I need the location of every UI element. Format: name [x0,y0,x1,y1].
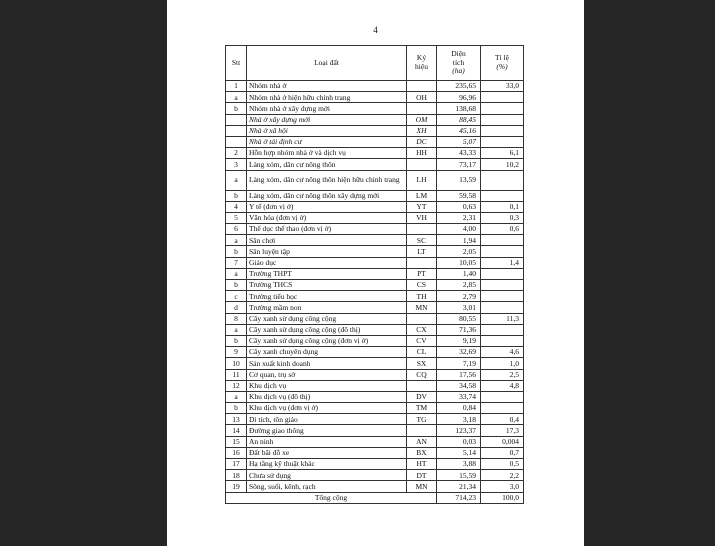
row-land-type: Nhóm nhà ở xây dựng mới [247,103,407,114]
row-area: 7,19 [437,358,481,369]
row-code: YT [407,201,437,212]
row-code: SC [407,235,437,246]
row-ratio [481,114,524,125]
header-stt: Stt [226,46,247,81]
row-code: OH [407,92,437,103]
row-ratio: 0,5 [481,459,524,470]
row-stt: 2 [226,148,247,159]
row-code: HT [407,459,437,470]
table-row [226,280,524,291]
table-row [226,425,524,436]
row-land-type: Hỗn hợp nhóm nhà ở và dịch vụ [247,148,407,159]
row-code: TM [407,403,437,414]
row-area: 3,18 [437,414,481,425]
row-code: XH [407,125,437,136]
row-code: HH [407,148,437,159]
row-area: 59,58 [437,190,481,201]
row-area: 73,17 [437,159,481,170]
row-ratio [481,136,524,147]
table-row [226,447,524,458]
total-label: Tổng cộng [226,492,437,503]
row-code: AN [407,436,437,447]
row-land-type: Trường THPT [247,268,407,279]
row-stt: a [226,324,247,335]
row-code: DT [407,470,437,481]
table-row [226,313,524,324]
row-area: 3,01 [437,302,481,313]
table-row [226,201,524,212]
table-row [226,369,524,380]
row-ratio: 2,2 [481,470,524,481]
row-stt: d [226,302,247,313]
table-row [226,347,524,358]
row-ratio [481,125,524,136]
row-land-type: Nhóm nhà ở [247,81,407,92]
row-land-type: Làng xóm, dân cư nông thôn xây dựng mới [247,190,407,201]
row-land-type: Trường tiểu học [247,291,407,302]
row-area: 2,85 [437,280,481,291]
row-code [407,159,437,170]
table-row [226,268,524,279]
row-ratio [481,190,524,201]
row-area: 10,05 [437,257,481,268]
row-code [407,81,437,92]
row-ratio: 0,1 [481,201,524,212]
row-stt: 16 [226,447,247,458]
row-code: LH [407,170,437,190]
header-area-line1: Diện [451,49,466,59]
row-code: DC [407,136,437,147]
row-ratio [481,103,524,114]
row-ratio: 4,8 [481,380,524,391]
row-area: 3,88 [437,459,481,470]
row-code [407,257,437,268]
row-ratio [481,235,524,246]
row-land-type: Sân chơi [247,235,407,246]
row-land-type: Hạ tầng kỹ thuật khác [247,459,407,470]
row-area: 4,00 [437,224,481,235]
table-row [226,212,524,223]
row-code [407,313,437,324]
row-ratio [481,302,524,313]
row-stt: a [226,92,247,103]
row-area: 0,84 [437,403,481,414]
row-stt [226,114,247,125]
row-land-type: Làng xóm, dân cư nông thôn [247,159,407,170]
row-ratio: 1,0 [481,358,524,369]
row-land-type: Giáo dục [247,257,407,268]
row-ratio: 1,4 [481,257,524,268]
row-code: CQ [407,369,437,380]
row-area: 43,33 [437,148,481,159]
row-area: 13,59 [437,170,481,190]
row-area: 15,59 [437,470,481,481]
row-area: 9,19 [437,335,481,346]
row-area: 235,65 [437,81,481,92]
row-area: 0,63 [437,201,481,212]
row-area: 123,37 [437,425,481,436]
row-code [407,224,437,235]
table-row [226,380,524,391]
row-ratio [481,170,524,190]
row-area: 5,14 [437,447,481,458]
header-land-type: Loại đất [247,46,407,81]
row-code: CX [407,324,437,335]
row-stt: 11 [226,369,247,380]
row-area: 33,74 [437,391,481,402]
row-stt: 15 [226,436,247,447]
table-row [226,403,524,414]
row-code: TH [407,291,437,302]
header-area-line2: tích [452,57,465,67]
table-row [226,391,524,402]
table-header-row [226,46,524,81]
table-row [226,414,524,425]
row-land-type: Trường mầm non [247,302,407,313]
header-code-line1: Ký [416,53,427,63]
table-row [226,190,524,201]
table-row [226,246,524,257]
row-stt: 6 [226,224,247,235]
row-stt [226,136,247,147]
row-area: 17,56 [437,369,481,380]
table-total-row [226,492,524,503]
row-area: 2,79 [437,291,481,302]
row-land-type: Nhóm nhà ở hiện hữu chỉnh trang [247,92,407,103]
row-area: 2,31 [437,212,481,223]
row-area: 80,55 [437,313,481,324]
header-area-unit: (ha) [452,66,465,76]
row-stt: 4 [226,201,247,212]
row-land-type: Sân luyện tập [247,246,407,257]
row-land-type: Cây xanh sử dụng công cộng [247,313,407,324]
table-row [226,103,524,114]
row-code: MN [407,302,437,313]
row-area: 71,36 [437,324,481,335]
row-stt: 1 [226,81,247,92]
table-row [226,136,524,147]
table-row [226,436,524,447]
row-stt [226,125,247,136]
row-ratio [481,92,524,103]
row-land-type: Nhà ở xã hội [247,125,407,136]
row-land-type: Di tích, tôn giáo [247,414,407,425]
row-land-type: Sản xuất kinh doanh [247,358,407,369]
table-row [226,335,524,346]
row-code: OM [407,114,437,125]
row-ratio [481,246,524,257]
table-row [226,470,524,481]
row-code [407,380,437,391]
row-code: VH [407,212,437,223]
row-ratio: 11,3 [481,313,524,324]
row-ratio: 17,3 [481,425,524,436]
row-ratio: 0,3 [481,212,524,223]
row-area: 0,03 [437,436,481,447]
row-area: 45,16 [437,125,481,136]
row-stt: 12 [226,380,247,391]
row-code: TG [407,414,437,425]
total-ratio: 100,0 [481,492,524,503]
row-land-type: Đường giao thông [247,425,407,436]
row-code [407,425,437,436]
row-ratio: 33,0 [481,81,524,92]
total-area: 714,23 [437,492,481,503]
row-code: PT [407,268,437,279]
row-code [407,103,437,114]
row-stt: 8 [226,313,247,324]
row-stt: 9 [226,347,247,358]
row-stt: 19 [226,481,247,492]
header-ratio [481,46,524,81]
row-land-type: Khu dịch vụ (đơn vị ở) [247,403,407,414]
row-ratio [481,280,524,291]
row-land-type: Thể dục thể thao (đơn vị ở) [247,224,407,235]
row-land-type: Nhà ở xây dựng mới [247,114,407,125]
row-land-type: Đất bãi đỗ xe [247,447,407,458]
row-code: SX [407,358,437,369]
row-ratio: 6,1 [481,148,524,159]
row-stt: 14 [226,425,247,436]
row-stt: b [226,246,247,257]
row-area: 1,40 [437,268,481,279]
row-stt: a [226,391,247,402]
row-ratio: 0,6 [481,224,524,235]
table-row [226,125,524,136]
row-land-type: Cây xanh sử dụng công cộng (đô thị) [247,324,407,335]
table-row [226,148,524,159]
row-ratio: 0,4 [481,414,524,425]
row-code: DV [407,391,437,402]
row-stt: 18 [226,470,247,481]
row-land-type: Khu dịch vụ [247,380,407,391]
row-code: BX [407,447,437,458]
row-stt: b [226,280,247,291]
header-ratio-line1: Tỉ lệ [495,53,509,63]
row-code: CL [407,347,437,358]
table-row [226,324,524,335]
row-stt: b [226,190,247,201]
row-land-type: Y tế (đơn vị ở) [247,201,407,212]
row-land-type: Nhà ở tái định cư [247,136,407,147]
row-land-type: Làng xóm, dân cư nông thôn hiện hữu chỉnh trang [247,170,407,190]
row-ratio: 3,0 [481,481,524,492]
row-land-type: Văn hóa (đơn vị ở) [247,212,407,223]
row-stt: c [226,291,247,302]
row-ratio: 4,6 [481,347,524,358]
row-land-type: Cây xanh sử dụng công cộng (đơn vị ở) [247,335,407,346]
row-area: 138,68 [437,103,481,114]
row-code: MN [407,481,437,492]
table-row [226,81,524,92]
row-code: CV [407,335,437,346]
table-row [226,291,524,302]
row-stt: a [226,235,247,246]
row-ratio [481,391,524,402]
row-ratio [481,403,524,414]
row-area: 21,34 [437,481,481,492]
row-stt: b [226,403,247,414]
table-row [226,481,524,492]
table-row [226,459,524,470]
row-ratio: 0,7 [481,447,524,458]
row-area: 88,45 [437,114,481,125]
row-area: 2,05 [437,246,481,257]
header-code [407,46,437,81]
row-area: 5,07 [437,136,481,147]
table-row [226,170,524,190]
row-land-type: Cây xanh chuyên dụng [247,347,407,358]
document-page [167,0,584,546]
row-stt: b [226,103,247,114]
row-land-type: Chưa sử dụng [247,470,407,481]
header-area [437,46,481,81]
row-stt: b [226,335,247,346]
row-stt: 17 [226,459,247,470]
table-row [226,114,524,125]
row-land-type: Trường THCS [247,280,407,291]
table-body [226,81,524,493]
land-use-table [225,45,524,504]
row-area: 34,58 [437,380,481,391]
table-row [226,302,524,313]
row-stt: 13 [226,414,247,425]
table-row [226,257,524,268]
row-stt: 3 [226,159,247,170]
page-number: 4 [373,25,378,35]
row-area: 32,69 [437,347,481,358]
row-stt: 5 [226,212,247,223]
header-code-line2: hiệu [415,62,428,71]
row-land-type: Cơ quan, trụ sở [247,369,407,380]
row-code: CS [407,280,437,291]
row-ratio: 0,004 [481,436,524,447]
row-ratio [481,291,524,302]
row-ratio: 2,5 [481,369,524,380]
table-row [226,224,524,235]
row-stt: 10 [226,358,247,369]
row-code: LT [407,246,437,257]
row-land-type: Khu dịch vụ (đô thị) [247,391,407,402]
row-area: 1,94 [437,235,481,246]
row-area: 96,96 [437,92,481,103]
row-code: LM [407,190,437,201]
table-row [226,358,524,369]
row-stt: a [226,170,247,190]
row-land-type: An ninh [247,436,407,447]
header-ratio-unit: (%) [496,62,508,71]
table-row [226,92,524,103]
table-row [226,235,524,246]
row-land-type: Sông, suối, kênh, rạch [247,481,407,492]
row-stt: 7 [226,257,247,268]
row-ratio [481,335,524,346]
row-ratio [481,268,524,279]
table-row [226,159,524,170]
row-stt: a [226,268,247,279]
row-ratio [481,324,524,335]
row-ratio: 10,2 [481,159,524,170]
